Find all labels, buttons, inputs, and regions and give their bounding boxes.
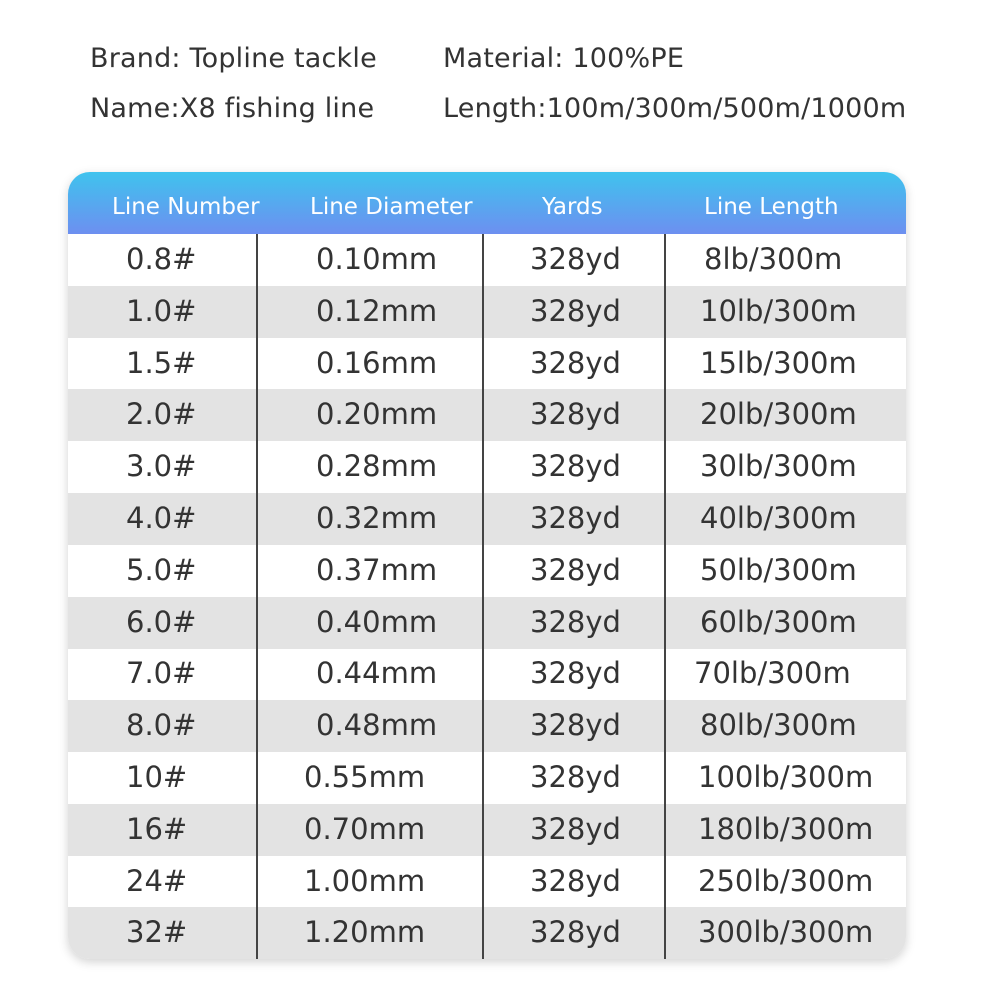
table-row	[68, 648, 906, 700]
cell-yards: 328yd	[530, 293, 621, 328]
cell-line-number: 24#	[126, 863, 188, 898]
cell-yards: 328yd	[530, 242, 621, 276]
cell-line-length: 180lb/300m	[698, 811, 874, 846]
cell-yards: 328yd	[530, 811, 621, 846]
cell-line-number: 16#	[126, 811, 188, 846]
cell-yards: 328yd	[530, 915, 621, 950]
cell-yards: 328yd	[530, 760, 621, 794]
cell-line-number: 1.5#	[126, 345, 197, 380]
cell-line-diameter: 0.16mm	[316, 345, 438, 380]
column-divider	[482, 234, 484, 959]
cell-line-length: 10lb/300m	[700, 293, 857, 328]
table-row	[68, 804, 906, 856]
cell-line-diameter: 0.48mm	[316, 708, 438, 743]
cell-line-length: 70lb/300m	[694, 656, 851, 691]
cell-line-diameter: 0.28mm	[316, 449, 438, 484]
table-row	[68, 286, 906, 338]
cell-line-length: 40lb/300m	[700, 501, 857, 535]
cell-yards: 328yd	[530, 604, 621, 639]
spec-table	[68, 172, 906, 959]
header-line-diameter: Line Diameter	[310, 194, 473, 220]
table-row	[68, 597, 906, 649]
table-row	[68, 493, 906, 545]
cell-line-diameter: 0.32mm	[316, 501, 438, 535]
header-line-number: Line Number	[112, 194, 260, 220]
table-row	[68, 856, 906, 908]
cell-line-diameter: 0.44mm	[316, 656, 438, 691]
cell-yards: 328yd	[530, 552, 621, 587]
cell-line-length: 15lb/300m	[700, 345, 857, 380]
cell-line-diameter: 0.37mm	[316, 552, 438, 587]
cell-line-length: 250lb/300m	[698, 863, 874, 898]
cell-line-number: 4.0#	[126, 501, 197, 535]
cell-line-diameter: 0.40mm	[316, 604, 438, 639]
cell-line-diameter: 1.00mm	[304, 863, 426, 898]
table-row	[68, 389, 906, 441]
cell-line-number: 1.0#	[126, 293, 197, 328]
cell-yards: 328yd	[530, 397, 621, 432]
cell-line-length: 50lb/300m	[700, 552, 857, 587]
cell-yards: 328yd	[530, 449, 621, 484]
table-row	[68, 907, 906, 959]
table-row	[68, 700, 906, 752]
column-divider	[256, 234, 258, 959]
table-row	[68, 545, 906, 597]
cell-line-number: 0.8#	[126, 242, 197, 276]
table-header	[68, 172, 906, 234]
cell-line-diameter: 0.20mm	[316, 397, 438, 432]
cell-line-diameter: 0.10mm	[316, 242, 438, 276]
cell-line-length: 8lb/300m	[704, 242, 843, 276]
cell-line-number: 5.0#	[126, 552, 197, 587]
cell-line-number: 10#	[126, 760, 188, 794]
material-spec: Material: 100%PE	[443, 43, 685, 74]
table-row	[68, 338, 906, 390]
column-divider	[664, 234, 666, 959]
cell-line-number: 6.0#	[126, 604, 197, 639]
cell-line-length: 80lb/300m	[700, 708, 857, 743]
cell-line-number: 2.0#	[126, 397, 197, 432]
cell-yards: 328yd	[530, 708, 621, 743]
cell-yards: 328yd	[530, 863, 621, 898]
cell-line-length: 300lb/300m	[698, 915, 874, 950]
cell-yards: 328yd	[530, 656, 621, 691]
cell-line-diameter: 1.20mm	[304, 915, 426, 950]
cell-line-length: 20lb/300m	[700, 397, 857, 432]
length-spec: Length:100m/300m/500m/1000m	[443, 93, 907, 124]
table-row	[68, 234, 906, 286]
header-yards: Yards	[542, 194, 603, 220]
brand-spec: Brand: Topline tackle	[90, 43, 377, 74]
table-row	[68, 441, 906, 493]
cell-line-diameter: 0.55mm	[304, 760, 426, 794]
cell-line-number: 7.0#	[126, 656, 197, 691]
table-row	[68, 752, 906, 804]
cell-line-diameter: 0.70mm	[304, 811, 426, 846]
cell-line-length: 100lb/300m	[698, 760, 874, 794]
cell-yards: 328yd	[530, 345, 621, 380]
cell-line-number: 3.0#	[126, 449, 197, 484]
cell-yards: 328yd	[530, 501, 621, 535]
cell-line-number: 32#	[126, 915, 188, 950]
cell-line-diameter: 0.12mm	[316, 293, 438, 328]
cell-line-number: 8.0#	[126, 708, 197, 743]
cell-line-length: 30lb/300m	[700, 449, 857, 484]
header-line-length: Line Length	[704, 194, 839, 220]
cell-line-length: 60lb/300m	[700, 604, 857, 639]
name-spec: Name:X8 fishing line	[90, 93, 375, 124]
